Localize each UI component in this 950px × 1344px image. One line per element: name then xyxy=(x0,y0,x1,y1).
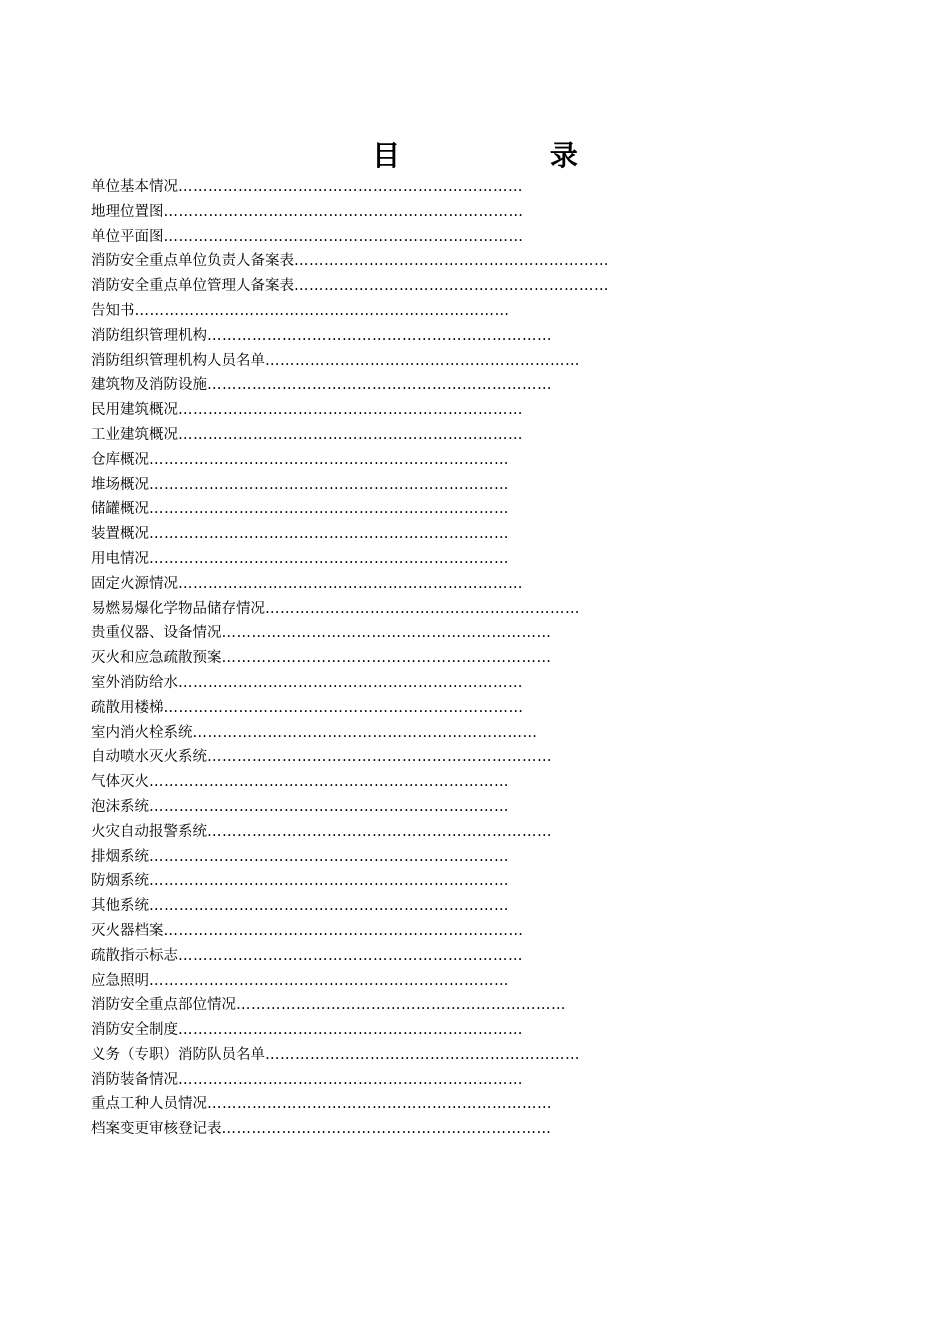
toc-entry-label: 消防组织管理机构人员名单 xyxy=(91,352,265,369)
toc-dot-leader: ……………………………………………………………… xyxy=(149,774,509,791)
toc-dot-leader: …………………………………………………………… xyxy=(207,1096,552,1113)
toc-dot-leader: ………………………………………………………… xyxy=(236,997,566,1014)
toc-dot-leader: ……………………………………………………… xyxy=(265,352,580,369)
toc-entry[interactable] xyxy=(91,919,651,944)
toc-entry[interactable] xyxy=(91,572,651,597)
toc-entry-label: 贵重仪器、设备情况 xyxy=(91,625,222,642)
toc-entry-label: 消防安全重点单位负责人备案表 xyxy=(91,253,294,270)
toc-dot-leader: ……………………………………………………… xyxy=(265,600,580,617)
toc-entry[interactable] xyxy=(91,373,651,398)
toc-entry[interactable] xyxy=(91,795,651,820)
toc-entry-label: 消防安全重点部位情况 xyxy=(91,997,236,1014)
toc-entry-label: 消防安全重点单位管理人备案表 xyxy=(91,278,294,295)
toc-entry-label: 易燃易爆化学物品储存情况 xyxy=(91,600,265,617)
toc-entry-label: 民用建筑概况 xyxy=(91,402,178,419)
toc-dot-leader: ……………………………………………………………… xyxy=(149,526,509,543)
toc-entry-label: 单位平面图 xyxy=(91,228,164,245)
toc-entry[interactable] xyxy=(91,894,651,919)
toc-entry[interactable] xyxy=(91,721,651,746)
toc-dot-leader: ……………………………………………………………… xyxy=(149,972,509,989)
toc-entry-label: 用电情况 xyxy=(91,550,149,567)
toc-dot-leader: ……………………………………………………………… xyxy=(149,873,509,890)
toc-entry[interactable] xyxy=(91,1043,651,1068)
toc-entry-label: 排烟系统 xyxy=(91,848,149,865)
toc-entry[interactable] xyxy=(91,745,651,770)
toc-dot-leader: ………………………………………………………… xyxy=(221,1121,552,1138)
toc-dot-leader: ……………………………………………………………… xyxy=(149,848,509,865)
toc-entry-label: 火灾自动报警系统 xyxy=(91,823,207,840)
toc-dot-leader: ………………………………………………………… xyxy=(221,625,552,642)
toc-entry[interactable] xyxy=(91,448,651,473)
toc-dot-leader: ……………………………………………………………… xyxy=(163,922,524,939)
toc-entry-label: 室外消防给水 xyxy=(91,674,178,691)
toc-dot-leader: ……………………………………………………… xyxy=(265,1046,580,1063)
toc-entry[interactable] xyxy=(91,969,651,994)
toc-entry[interactable] xyxy=(91,175,651,200)
toc-entry[interactable] xyxy=(91,547,651,572)
toc-entry[interactable] xyxy=(91,1092,651,1117)
toc-entry-label: 工业建筑概况 xyxy=(91,426,178,443)
toc-dot-leader: ……………………………………………………………… xyxy=(163,203,524,220)
toc-dot-leader: …………………………………………………………… xyxy=(207,749,552,766)
toc-dot-leader: …………………………………………………………… xyxy=(207,823,552,840)
toc-entry-label: 消防组织管理机构 xyxy=(91,327,207,344)
toc-entry[interactable] xyxy=(91,522,651,547)
toc-entry-label: 固定火源情况 xyxy=(91,575,178,592)
toc-dot-leader: …………………………………………………………… xyxy=(178,674,523,691)
toc-entry-label: 疏散指示标志 xyxy=(91,947,178,964)
toc-entry-label: 消防装备情况 xyxy=(91,1071,178,1088)
toc-entry[interactable] xyxy=(91,473,651,498)
toc-dot-leader: ……………………………………………………………… xyxy=(149,550,509,567)
toc-entry[interactable] xyxy=(91,249,651,274)
toc-entry-label: 储罐概况 xyxy=(91,501,149,518)
toc-entry[interactable] xyxy=(91,274,651,299)
toc-dot-leader: …………………………………………………………… xyxy=(178,402,523,419)
toc-dot-leader: ……………………………………………………………… xyxy=(163,699,524,716)
toc-entry-label: 堆场概况 xyxy=(91,476,149,493)
toc-entry-label: 单位基本情况 xyxy=(91,179,178,195)
toc-dot-leader: ……………………………………………………………… xyxy=(149,501,509,518)
toc-entry[interactable] xyxy=(91,423,651,448)
toc-dot-leader: ……………………………………………………… xyxy=(294,278,609,295)
toc-entry-label: 灭火和应急疏散预案 xyxy=(91,650,222,667)
toc-entry[interactable] xyxy=(91,299,651,324)
toc-entry[interactable] xyxy=(91,944,651,969)
toc-entry[interactable] xyxy=(91,993,651,1018)
toc-dot-leader: …………………………………………………………… xyxy=(178,426,523,443)
toc-entry-label: 应急照明 xyxy=(91,972,149,989)
toc-entry[interactable] xyxy=(91,770,651,795)
toc-entry[interactable] xyxy=(91,398,651,423)
toc-entry[interactable] xyxy=(91,1018,651,1043)
toc-entry[interactable] xyxy=(91,646,651,671)
toc-dot-leader: …………………………………………………………… xyxy=(207,377,552,394)
toc-entry-label: 重点工种人员情况 xyxy=(91,1096,207,1113)
toc-entry[interactable] xyxy=(91,845,651,870)
toc-dot-leader: …………………………………………………………… xyxy=(178,947,523,964)
toc-entry[interactable] xyxy=(91,869,651,894)
toc-entry-label: 气体灭火 xyxy=(91,774,149,791)
toc-entry-label: 义务（专职）消防队员名单 xyxy=(91,1046,265,1063)
toc-entry-label: 建筑物及消防设施 xyxy=(91,377,207,394)
toc-dot-leader: ……………………………………………………………… xyxy=(149,476,509,493)
toc-entry-label: 泡沫系统 xyxy=(91,798,149,815)
toc-dot-leader: ……………………………………………………… xyxy=(294,253,609,270)
toc-entry[interactable] xyxy=(91,621,651,646)
toc-entry-label: 地理位置图 xyxy=(91,203,164,220)
toc-dot-leader: …………………………………………………………… xyxy=(178,179,523,195)
toc-entry[interactable] xyxy=(91,1068,651,1093)
toc-dot-leader: ……………………………………………………………… xyxy=(149,798,509,815)
toc-dot-leader: ………………………………………………………… xyxy=(221,650,552,667)
toc-dot-leader: …………………………………………………………… xyxy=(207,327,552,344)
toc-dot-leader: ………………………………………………………………… xyxy=(134,302,510,319)
page-title: 目 录 xyxy=(372,139,648,172)
toc-entry-label: 自动喷水灭火系统 xyxy=(91,749,207,766)
toc-entry-label: 档案变更审核登记表 xyxy=(91,1121,222,1138)
toc-entry-label: 装置概况 xyxy=(91,526,149,543)
toc-entry-label: 室内消火栓系统 xyxy=(91,724,193,741)
toc-entry[interactable] xyxy=(91,225,651,250)
toc-entry-label: 防烟系统 xyxy=(91,873,149,890)
toc-entry[interactable] xyxy=(91,1117,651,1142)
toc-dot-leader: …………………………………………………………… xyxy=(192,724,538,741)
toc-dot-leader: ……………………………………………………………… xyxy=(163,228,524,245)
toc-entry[interactable] xyxy=(91,349,651,374)
toc-entry-label: 其他系统 xyxy=(91,898,149,915)
toc-dot-leader: ……………………………………………………………… xyxy=(149,898,509,915)
toc-dot-leader: …………………………………………………………… xyxy=(178,1022,523,1039)
toc-entry[interactable] xyxy=(91,671,651,696)
toc-entry[interactable] xyxy=(91,324,651,349)
toc-dot-leader: ……………………………………………………………… xyxy=(149,451,509,468)
toc-entry-label: 疏散用楼梯 xyxy=(91,699,164,716)
toc-entry[interactable] xyxy=(91,200,651,225)
toc-dot-leader: …………………………………………………………… xyxy=(178,575,523,592)
toc-entry[interactable] xyxy=(91,597,651,622)
toc-entry-label: 灭火器档案 xyxy=(91,922,164,939)
toc-entry[interactable] xyxy=(91,497,651,522)
toc-entry-label: 消防安全制度 xyxy=(91,1022,178,1039)
toc-entry[interactable] xyxy=(91,820,651,845)
toc-entry-label: 告知书 xyxy=(91,302,135,319)
toc-dot-leader: …………………………………………………………… xyxy=(178,1071,523,1088)
table-of-contents xyxy=(91,175,651,1142)
toc-entry-label: 仓库概况 xyxy=(91,451,149,468)
toc-entry[interactable] xyxy=(91,696,651,721)
